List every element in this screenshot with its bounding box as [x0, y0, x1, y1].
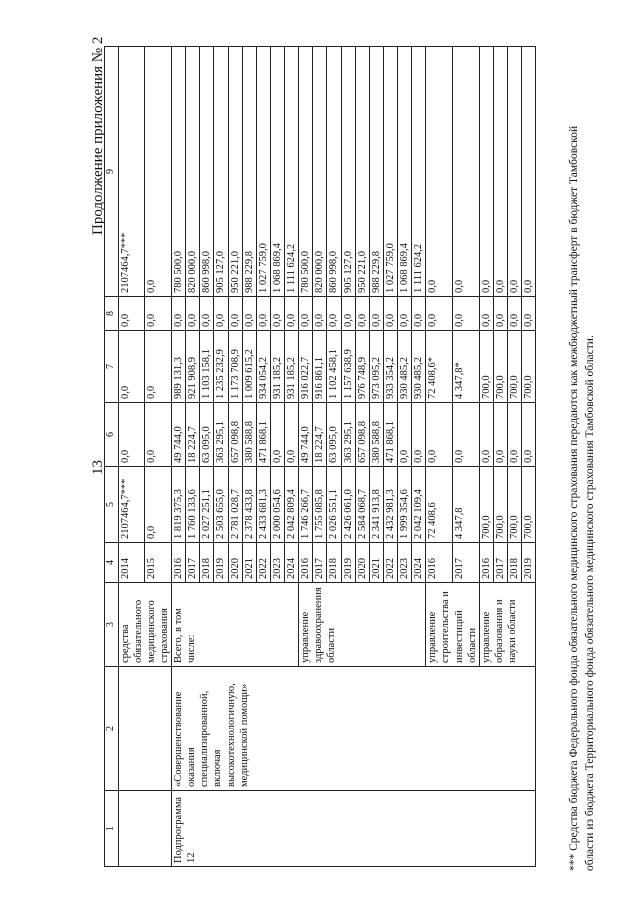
value-cell: 0,0 [341, 297, 355, 331]
value-cell: 2 433 681,3 [256, 467, 270, 543]
value-cell: 1 111 624,2 [412, 47, 426, 297]
value-cell: 0,0 [355, 297, 369, 331]
value-cell: 2017 [453, 543, 480, 583]
empty-cell [118, 667, 172, 791]
value-cell: 2016 [426, 543, 453, 583]
header-cell: 6 [105, 403, 119, 467]
value-cell: 1 102 458,1 [327, 331, 341, 403]
value-cell: 0,0 [285, 297, 299, 331]
footnote-line-2: области из бюджета Территориального фонда обязательного медицинского страхования Тамбовской области. [584, 335, 597, 871]
value-cell: 657 098,8 [228, 403, 242, 467]
executor-cell: Всего, в том числе: [172, 583, 299, 667]
value-cell: 930 485,2 [412, 331, 426, 403]
value-cell: 380 588,8 [369, 403, 383, 467]
value-cell: 1 999 354,6 [398, 467, 412, 543]
subprogram-label: Подпрограмма 12 [172, 791, 536, 867]
value-cell: 905 127,0 [341, 47, 355, 297]
value-cell: 0,0 [118, 331, 145, 403]
value-cell: 0,0 [493, 47, 507, 297]
value-cell: 2 000 054,6 [270, 467, 284, 543]
value-cell: 0,0 [228, 297, 242, 331]
budget-table [104, 46, 536, 867]
value-cell: 988 229,8 [369, 47, 383, 297]
header-cell: 1 [105, 791, 119, 867]
value-cell: 471 868,1 [383, 403, 397, 467]
table-row [118, 47, 145, 867]
value-cell: 700,0 [479, 331, 493, 403]
value-cell: 780 500,0 [172, 47, 186, 297]
value-cell: 0,0 [398, 403, 412, 467]
value-cell: 0,0 [369, 297, 383, 331]
value-cell: 0,0 [412, 403, 426, 467]
value-cell: 2020 [355, 543, 369, 583]
value-cell: 2016 [479, 543, 493, 583]
value-cell: 0,0 [383, 297, 397, 331]
value-cell: 0,0 [412, 297, 426, 331]
value-cell: 2017 [186, 543, 200, 583]
value-cell: 1 027 759,0 [383, 47, 397, 297]
value-cell: 1 068 869,4 [270, 47, 284, 297]
value-cell: 700,0 [493, 331, 507, 403]
value-cell: 2 026 551,1 [327, 467, 341, 543]
value-cell: 0,0 [256, 297, 270, 331]
value-cell: 916 022,7 [299, 331, 313, 403]
value-cell: 2 341 913,8 [369, 467, 383, 543]
footnote-line-1: *** Средства бюджета Федерального фонда обязательного медицинского страхования передаются как межбюджетный трансферт в бюджет Тамбовской [568, 125, 580, 871]
value-cell: 1 009 615,2 [242, 331, 256, 403]
value-cell: 2017 [313, 543, 327, 583]
value-cell: 49 744,0 [172, 403, 186, 467]
value-cell: 2 027 251,1 [200, 467, 214, 543]
value-cell: 2107464,7*** [118, 47, 145, 297]
value-cell: 0,0 [426, 47, 453, 297]
value-cell: 4 347,8* [453, 331, 480, 403]
value-cell: 931 185,2 [285, 331, 299, 403]
value-cell: 700,0 [508, 467, 522, 543]
value-cell: 905 127,0 [214, 47, 228, 297]
value-cell: 1 235 232,9 [214, 331, 228, 403]
value-cell: 950 221,0 [355, 47, 369, 297]
value-cell: 2 584 068,7 [355, 467, 369, 543]
empty-cell [118, 791, 172, 867]
value-cell: 0,0 [242, 297, 256, 331]
value-cell: 2016 [299, 543, 313, 583]
value-cell: 2014 [118, 543, 145, 583]
value-cell: 700,0 [493, 467, 507, 543]
value-cell: 2 042 109,4 [412, 467, 426, 543]
header-cell: 4 [105, 543, 119, 583]
value-cell: 700,0 [522, 331, 536, 403]
value-cell: 0,0 [479, 297, 493, 331]
value-cell: 860 998,0 [200, 47, 214, 297]
value-cell: 1 819 375,3 [172, 467, 186, 543]
footnote [566, 31, 598, 871]
value-cell: 18 224,7 [313, 403, 327, 467]
value-cell: 0,0 [479, 403, 493, 467]
value-cell: 1 103 158,1 [200, 331, 214, 403]
value-cell: 1 027 759,0 [256, 47, 270, 297]
value-cell: 0,0 [145, 297, 172, 331]
value-cell: 2018 [508, 543, 522, 583]
value-cell: 72 408,6 [426, 467, 453, 543]
value-cell: 2021 [242, 543, 256, 583]
value-cell: 0,0 [453, 403, 480, 467]
value-cell: 0,0 [508, 297, 522, 331]
value-cell: 1 760 133,6 [186, 467, 200, 543]
header-cell: 7 [105, 331, 119, 403]
value-cell: 0,0 [145, 403, 172, 467]
header-cell: 9 [105, 47, 119, 297]
value-cell: 2018 [327, 543, 341, 583]
value-cell: 0,0 [145, 47, 172, 297]
funding-source-cell: средства обязательного медицинского страхования [118, 583, 172, 667]
value-cell: 2107464,7*** [118, 467, 145, 543]
value-cell: 950 221,0 [228, 47, 242, 297]
value-cell: 860 998,0 [327, 47, 341, 297]
header-cell: 3 [105, 583, 119, 667]
continuation-heading: Продолжение приложения № 2 [90, 36, 106, 235]
value-cell: 363 295,1 [341, 403, 355, 467]
value-cell: 2023 [270, 543, 284, 583]
value-cell: 0,0 [522, 403, 536, 467]
value-cell: 1 746 266,7 [299, 467, 313, 543]
value-cell: 2023 [398, 543, 412, 583]
value-cell: 0,0 [200, 297, 214, 331]
value-cell: 988 229,8 [242, 47, 256, 297]
header-cell: 8 [105, 297, 119, 331]
value-cell: 0,0 [493, 403, 507, 467]
value-cell: 2017 [493, 543, 507, 583]
value-cell: 72 408,6* [426, 331, 453, 403]
value-cell: 930 485,2 [398, 331, 412, 403]
value-cell: 989 131,3 [172, 331, 186, 403]
executor-cell: управление здравоохранения области [299, 583, 426, 667]
value-cell: 0,0 [118, 297, 145, 331]
value-cell: 0,0 [145, 331, 172, 403]
value-cell: 0,0 [508, 47, 522, 297]
page-number: 13 [90, 460, 106, 475]
value-cell: 1 068 869,4 [398, 47, 412, 297]
value-cell: 0,0 [299, 297, 313, 331]
value-cell: 0,0 [493, 297, 507, 331]
value-cell: 0,0 [186, 297, 200, 331]
header-row [105, 47, 119, 867]
value-cell: 4 347,8 [453, 467, 480, 543]
value-cell: 1 157 638,9 [341, 331, 355, 403]
value-cell: 1 173 708,9 [228, 331, 242, 403]
value-cell: 2024 [412, 543, 426, 583]
value-cell: 2018 [200, 543, 214, 583]
value-cell: 820 000,0 [186, 47, 200, 297]
value-cell: 0,0 [270, 403, 284, 467]
value-cell: 2016 [172, 543, 186, 583]
value-cell: 0,0 [453, 47, 480, 297]
value-cell: 0,0 [214, 297, 228, 331]
value-cell: 2022 [256, 543, 270, 583]
value-cell: 2 378 433,8 [242, 467, 256, 543]
value-cell: 63 095,0 [200, 403, 214, 467]
value-cell: 2022 [383, 543, 397, 583]
value-cell: 921 908,9 [186, 331, 200, 403]
subprogram-title: «Совершенствование оказания специализированной, включая высокотехнологичную, медицинской помощи» [172, 667, 536, 791]
value-cell: 0,0 [327, 297, 341, 331]
value-cell: 931 185,2 [270, 331, 284, 403]
value-cell: 0,0 [426, 403, 453, 467]
value-cell: 2024 [285, 543, 299, 583]
value-cell: 700,0 [479, 467, 493, 543]
value-cell: 0,0 [145, 467, 172, 543]
value-cell: 780 500,0 [299, 47, 313, 297]
value-cell: 0,0 [313, 297, 327, 331]
value-cell: 1 111 624,2 [285, 47, 299, 297]
value-cell: 471 868,1 [256, 403, 270, 467]
value-cell: 2 042 809,4 [285, 467, 299, 543]
value-cell: 18 224,7 [186, 403, 200, 467]
value-cell: 363 295,1 [214, 403, 228, 467]
value-cell: 2019 [522, 543, 536, 583]
value-cell: 63 095,0 [327, 403, 341, 467]
value-cell: 933 354,2 [383, 331, 397, 403]
value-cell: 657 098,8 [355, 403, 369, 467]
executor-cell: управление образования и науки области [479, 583, 536, 667]
value-cell: 700,0 [508, 331, 522, 403]
value-cell: 0,0 [118, 403, 145, 467]
value-cell: 976 748,9 [355, 331, 369, 403]
value-cell: 2020 [228, 543, 242, 583]
value-cell: 700,0 [522, 467, 536, 543]
value-cell: 2019 [341, 543, 355, 583]
table-body [105, 47, 536, 867]
table-row [172, 47, 186, 867]
value-cell: 0,0 [172, 297, 186, 331]
value-cell: 0,0 [508, 403, 522, 467]
executor-cell: управление строительства и инвестиций области [426, 583, 480, 667]
value-cell: 380 588,8 [242, 403, 256, 467]
value-cell: 2 432 981,3 [383, 467, 397, 543]
value-cell: 2021 [369, 543, 383, 583]
value-cell: 820 000,0 [313, 47, 327, 297]
value-cell: 2015 [145, 543, 172, 583]
value-cell: 0,0 [479, 47, 493, 297]
value-cell: 916 861,1 [313, 331, 327, 403]
value-cell: 0,0 [522, 297, 536, 331]
value-cell: 0,0 [522, 47, 536, 297]
header-cell: 2 [105, 667, 119, 791]
value-cell: 49 744,0 [299, 403, 313, 467]
header-cell: 5 [105, 467, 119, 543]
value-cell: 934 054,2 [256, 331, 270, 403]
value-cell: 0,0 [426, 297, 453, 331]
value-cell: 1 755 085,8 [313, 467, 327, 543]
value-cell: 2 781 028,7 [228, 467, 242, 543]
value-cell: 0,0 [453, 297, 480, 331]
value-cell: 2 426 061,0 [341, 467, 355, 543]
value-cell: 0,0 [270, 297, 284, 331]
value-cell: 2019 [214, 543, 228, 583]
value-cell: 2 503 655,0 [214, 467, 228, 543]
value-cell: 0,0 [285, 403, 299, 467]
value-cell: 0,0 [398, 297, 412, 331]
value-cell: 973 095,2 [369, 331, 383, 403]
